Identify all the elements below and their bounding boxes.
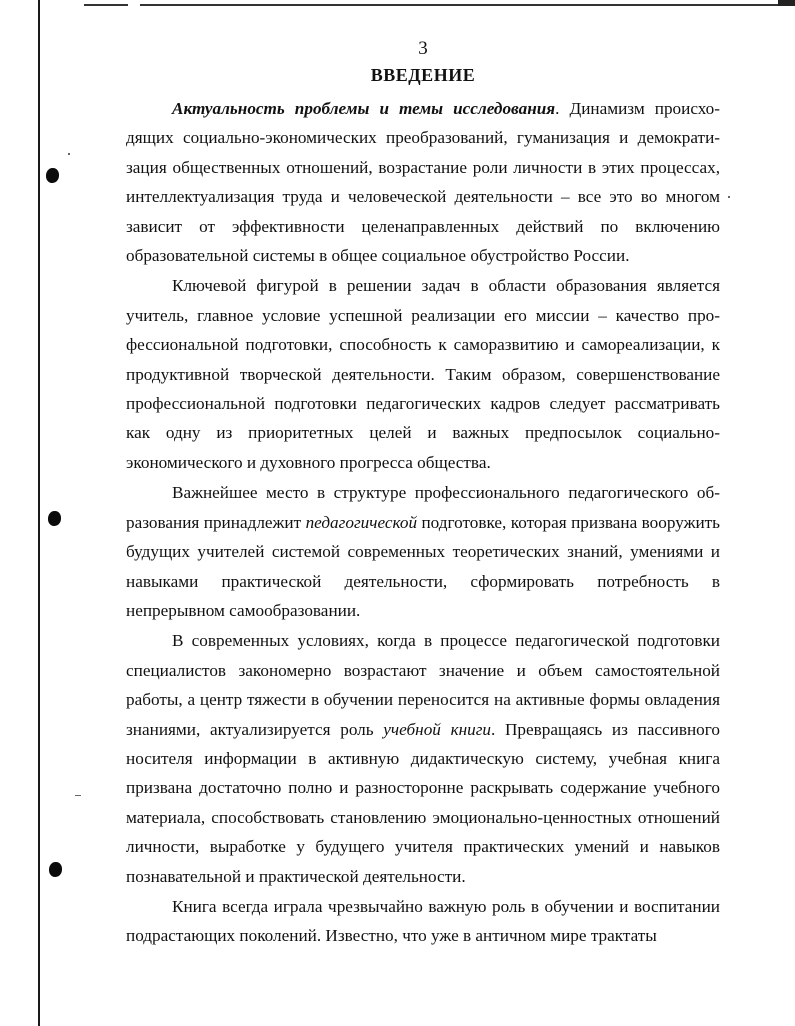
- scan-top-mark: [84, 4, 128, 6]
- paragraph-pedagogical: [126, 478, 720, 625]
- paragraph-text: подготовке, которая призвана вооружить будущих учителей системой современных теоретических знаний, умениями и навыками практической деятельности, сформировать потребность в непрерывном самообразовании.: [126, 512, 720, 620]
- paragraph-book-history: [126, 892, 720, 951]
- punch-hole-icon: [49, 862, 62, 877]
- scan-top-mark: [778, 0, 795, 6]
- document-page: [126, 36, 720, 952]
- paragraph-teacher: [126, 271, 720, 477]
- paragraph-text: . Превращаясь из пассивного носителя информации в активную дидактическую систему, учебная книга призвана достаточно полно и разносторонне раскрывать содержание учебного материала, способствовать становлению эмоционально-ценностных отношений личности, выработке у будущего учителя практических умений и навыков познавательной и практической деятельности.: [126, 719, 720, 886]
- scan-speck: [68, 153, 70, 155]
- paragraph-text: . Динамизм происходящих социально-экономических преобразований, гуманизация и демократизация общественных отношений, возрастание роли личности в этих процессах, интеллектуализация труда и человеческой деятельности – все это во многом зависит от эффективности целенаправленных действий по включению образовательной системы в общее социальное обустройство России.: [126, 99, 720, 266]
- paragraph-text: Ключевой фигурой в решении задач в области образования является учитель, главное условие успешной реализации его миссии – качество профессиональной подготовки, способность к саморазвитию и самореализации, к продуктивной творческой деятельности. Таким образом, совершенствование профессиональной подготовки педагогических кадров следует рассматривать как одну из приоритетных целей и важных предпосылок социально-экономического и духовного прогресса общества.: [126, 276, 720, 472]
- paragraph-text: Важнейшее место в структуре профессионального педагогического образования принадлежит: [126, 483, 720, 532]
- punch-hole-icon: [46, 168, 59, 183]
- paragraph-text: В современных условиях, когда в процессе педагогической подготовки специалистов закономерно возрастают значение и объем самостоятельной работы, а центр тяжести в обучении переносится на активные формы овладения знаниями, актуализируется роль: [126, 631, 720, 739]
- relevance-lead: Актуальность проблемы и темы исследования: [172, 99, 556, 118]
- page-number: 3: [418, 38, 428, 59]
- paragraph-relevance: [126, 94, 720, 270]
- punch-hole-icon: [48, 511, 61, 526]
- section-heading: ВВЕДЕНИЕ: [370, 65, 476, 85]
- paragraph-text: Книга всегда играла чрезвычайно важную роль в обучении и воспитании подрастающих поколений. Известно, что уже в античном мире трактаты: [126, 896, 720, 946]
- scan-left-border: [38, 0, 40, 1026]
- scan-speck: [728, 196, 730, 198]
- scan-top-mark: [140, 4, 780, 6]
- emphasis-pedagogical: педагогической: [305, 512, 418, 532]
- emphasis-textbook: учебной книги: [383, 719, 492, 739]
- paragraph-textbook: [126, 626, 720, 891]
- scan-speck: [75, 795, 81, 796]
